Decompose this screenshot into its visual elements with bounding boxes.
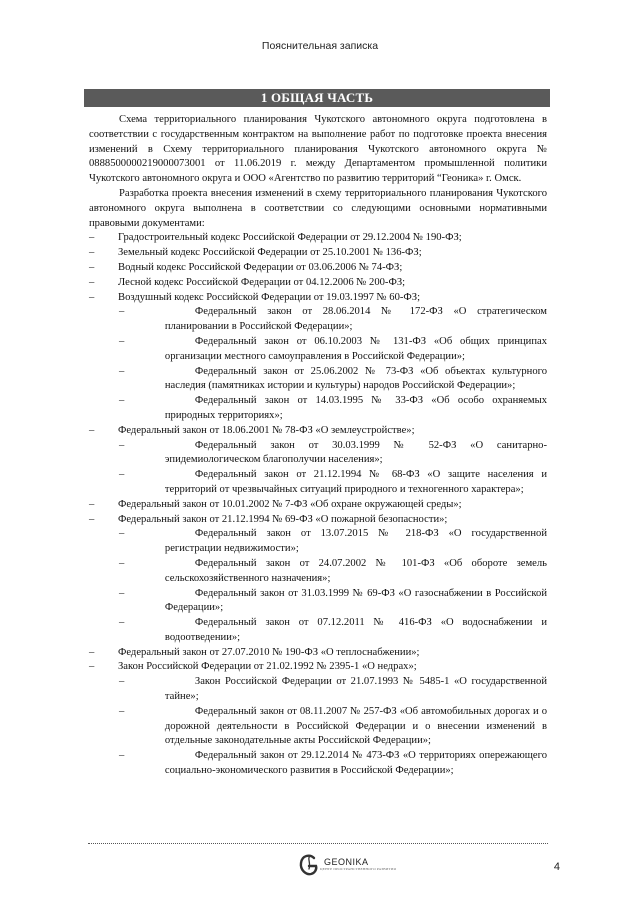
geonika-logo-icon: [298, 852, 320, 878]
list-item: – Федеральный закон от 13.07.2015 № 218-ФЗ «О государственной регистрации недвижимости»;: [119, 528, 547, 555]
page-number: 4: [553, 861, 560, 873]
list-item: – Закон Российской Федерации от 21.02.1992 № 2395-1 «О недрах»;: [89, 661, 417, 673]
footer-divider: [88, 843, 548, 844]
section-heading: 1 ОБЩАЯ ЧАСТЬ: [84, 89, 550, 107]
list-item: – Федеральный закон от 31.03.1999 № 69-ФЗ «О газоснабжении в Российской Федерации»;: [119, 587, 547, 614]
list-item: – Лесной кодекс Российской Федерации от 04.12.2006 № 200-ФЗ;: [89, 276, 406, 288]
list-item: – Федеральный закон от 08.11.2007 № 257-ФЗ «Об автомобильных дорогах и о дорожной деятельности в Российской Федерации и о внесении изменений в отдельные законодательные акты Российской Федерации»;: [119, 705, 547, 747]
list-item: – Федеральный закон от 27.07.2010 № 190-ФЗ «О теплоснабжении»;: [89, 646, 420, 658]
list-item: – Федеральный закон от 25.06.2002 № 73-ФЗ «Об объектах культурного наследия (памятниках истории и культуры) народов Российской Федерации»;: [119, 365, 547, 392]
list-item: – Федеральный закон от 21.12.1994 № 69-ФЗ «О пожарной безопасности»;: [89, 513, 448, 525]
list-item: – Федеральный закон от 28.06.2014 № 172-ФЗ «О стратегическом планировании в Российской Федерации»;: [119, 306, 547, 333]
list-item: – Федеральный закон от 24.07.2002 № 101-ФЗ «Об обороте земель сельскохозяйственного назначения»;: [119, 557, 547, 584]
intro-paragraph: Схема территориального планирования Чукотского автономного округа подготовлена в соответствии с государственным контрактом на выполнение работ по подготовке проекта внесения изменений в Схему территориального планирования Чукотского автономного округа № 0888500000219000073001 от 11.06.2019 г. между Департаментом промышленной политики Чукотского автономного округа и ООО «Агентство по развитию территорий “Геоника» г. Омск.: [89, 114, 547, 185]
running-header: Пояснительная записка: [261, 40, 379, 52]
list-item: – Федеральный закон от 30.03.1999 № 52-ФЗ «О санитарно-эпидемиологическом благополучии населения»;: [119, 439, 547, 466]
list-item: – Градостроительный кодекс Российской Федерации от 29.12.2004 № 190-ФЗ;: [89, 232, 462, 244]
list-item: – Федеральный закон от 07.12.2011 № 416-ФЗ «О водоснабжении и водоотведении»;: [119, 617, 547, 643]
list-item: – Федеральный закон от 14.03.1995 № 33-ФЗ «Об особо охраняемых природных территориях»;: [119, 395, 547, 421]
list-item: – Земельный кодекс Российской Федерации от 25.10.2001 № 136-ФЗ;: [89, 247, 422, 259]
list-item: – Федеральный закон от 21.12.1994 № 68-ФЗ «О защите населения и территорий от чрезвычайных ситуаций природного и техногенного характера»;: [119, 469, 547, 495]
document-body: [89, 113, 547, 779]
logo-subtext: ЦЕНТР ПРОСТРАНСТВЕННОГО РАЗВИТИЯ: [320, 867, 397, 871]
list-item: – Закон Российской Федерации от 21.07.1993 № 5485-1 «О государственной тайне»;: [119, 676, 547, 703]
list-item: – Воздушный кодекс Российской Федерации от 19.03.1997 № 60-ФЗ;: [89, 291, 421, 303]
list-item: – Федеральный закон от 06.10.2003 № 131-ФЗ «Об общих принципах организации местного самоуправления в Российской Федерации»;: [119, 335, 547, 362]
logo-text: GEONIKA: [324, 857, 369, 867]
company-logo: [298, 852, 398, 880]
list-item: – Федеральный закон от 29.12.2014 № 473-ФЗ «О территориях опережающего социально-экономического развития в Российской Федерации»;: [119, 750, 547, 777]
list-item: – Федеральный закон от 10.01.2002 № 7-ФЗ «Об охране окружающей среды»;: [89, 498, 462, 510]
list-item: – Водный кодекс Российской Федерации от 03.06.2006 № 74-ФЗ;: [89, 261, 403, 273]
intro-paragraph: Разработка проекта внесения изменений в схему территориального планирования Чукотского автономного округа выполнена в соответствии со следующими основными нормативными правовыми документами:: [89, 187, 547, 229]
list-item: – Федеральный закон от 18.06.2001 № 78-ФЗ «О землеустройстве»;: [89, 424, 415, 436]
